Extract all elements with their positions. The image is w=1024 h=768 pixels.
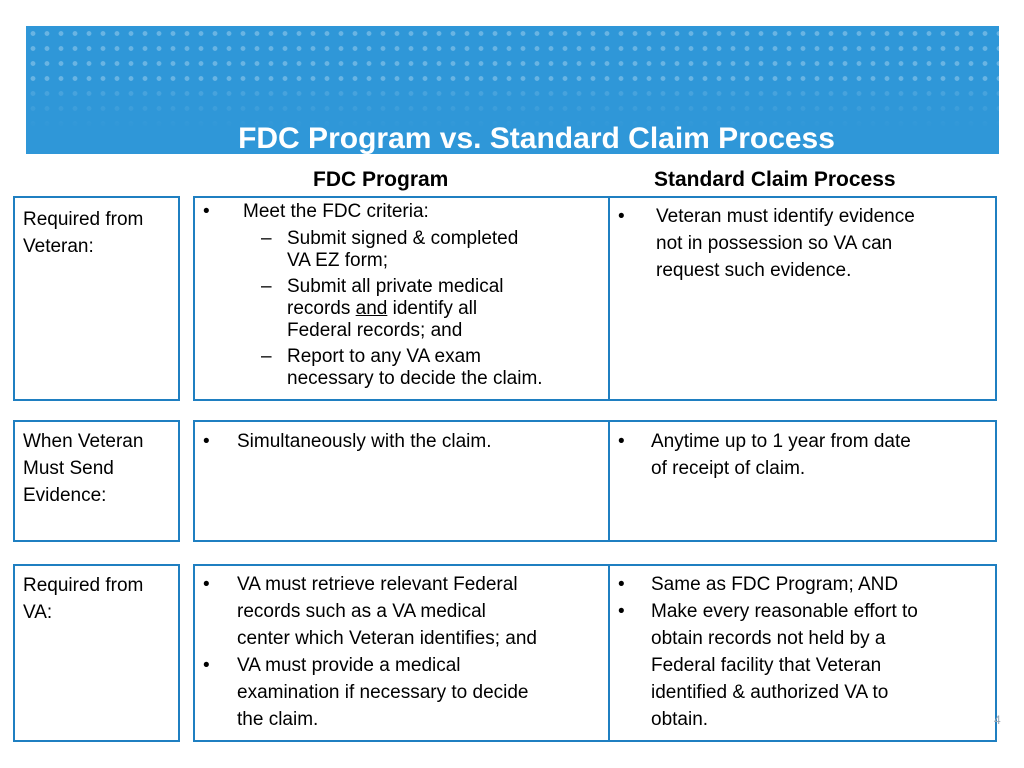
bullet-mark: •: [203, 201, 210, 222]
criteria-intro: Meet the FDC criteria:: [243, 201, 429, 222]
row2-label: [13, 422, 180, 509]
sub-line: [287, 298, 610, 320]
list-item: [608, 571, 997, 598]
sub-line: VA EZ form;: [287, 250, 389, 271]
text-fragment: records: [287, 298, 356, 319]
text-line: Make every reasonable effort to: [651, 601, 918, 622]
sub-line: Federal records; and: [287, 320, 463, 341]
text-line: VA must provide a medical: [237, 655, 461, 676]
text-line: of receipt of claim.: [651, 458, 806, 479]
list-item: [193, 428, 610, 455]
text-line: Simultaneously with the claim.: [237, 431, 492, 452]
sub-line: Submit signed & completed: [287, 228, 519, 249]
list-item: [608, 203, 997, 284]
row1-standard-cell: [608, 203, 997, 284]
label-line: Evidence:: [23, 485, 107, 506]
text-fragment: identify all: [387, 298, 478, 319]
column-header-fdc: FDC Program: [313, 168, 449, 191]
text-line: examination if necessary to decide: [237, 682, 529, 703]
label-line: Must Send: [23, 458, 114, 479]
bullet-mark: •: [203, 431, 210, 452]
dash-mark: –: [261, 276, 272, 297]
text-line: identified & authorized VA to: [651, 682, 889, 703]
label-line: Required from: [23, 575, 144, 596]
list-item: [193, 652, 610, 733]
text-line: request such evidence.: [656, 260, 852, 281]
label-line: Required from: [23, 209, 144, 230]
text-line: obtain.: [651, 709, 709, 730]
list-item: [193, 571, 610, 652]
text-line: obtain records not held by a: [651, 628, 886, 649]
text-line: not in possession so VA can: [656, 233, 893, 254]
row3-fdc-cell: [193, 571, 610, 733]
text-line: Federal facility that Veteran: [651, 655, 882, 676]
list-item: [193, 200, 610, 224]
row2-fdc-cell: [193, 428, 610, 455]
bullet-mark: •: [618, 574, 625, 595]
bullet-mark: •: [203, 655, 210, 676]
page-number: 4: [994, 713, 1001, 727]
sub-line: necessary to decide the claim.: [287, 368, 543, 389]
underlined-and: and: [355, 298, 388, 319]
text-line: Veteran must identify evidence: [656, 206, 915, 227]
row3-label: [13, 566, 180, 626]
row1-label: [13, 200, 180, 260]
list-item: [608, 598, 997, 733]
text-line: Same as FDC Program; AND: [651, 574, 899, 595]
column-header-standard: Standard Claim Process: [654, 168, 896, 191]
text-line: center which Veteran identifies; and: [237, 628, 537, 649]
text-line: VA must retrieve relevant Federal: [237, 574, 518, 595]
bullet-mark: •: [618, 206, 625, 227]
text-line: Anytime up to 1 year from date: [651, 431, 911, 452]
bullet-mark: •: [618, 431, 625, 452]
row1-fdc-cell: [193, 200, 610, 394]
text-line: records such as a VA medical: [237, 601, 486, 622]
sub-item: [193, 346, 610, 390]
list-item: [608, 428, 997, 482]
bullet-mark: •: [203, 574, 210, 595]
text-line: the claim.: [237, 709, 319, 730]
dash-mark: –: [261, 228, 272, 249]
label-line: When Veteran: [23, 431, 144, 452]
slide-title: FDC Program vs. Standard Claim Process: [238, 122, 835, 154]
sub-line: Report to any VA exam: [287, 346, 481, 367]
title-banner: [26, 26, 999, 154]
sub-item: [193, 228, 610, 272]
dash-mark: –: [261, 346, 272, 367]
sub-item: [193, 276, 610, 342]
label-line: VA:: [23, 602, 53, 623]
label-line: Veteran:: [23, 236, 94, 257]
row3-standard-cell: [608, 571, 997, 733]
sub-line: Submit all private medical: [287, 276, 504, 297]
bullet-mark: •: [618, 601, 625, 622]
row2-standard-cell: [608, 428, 997, 482]
